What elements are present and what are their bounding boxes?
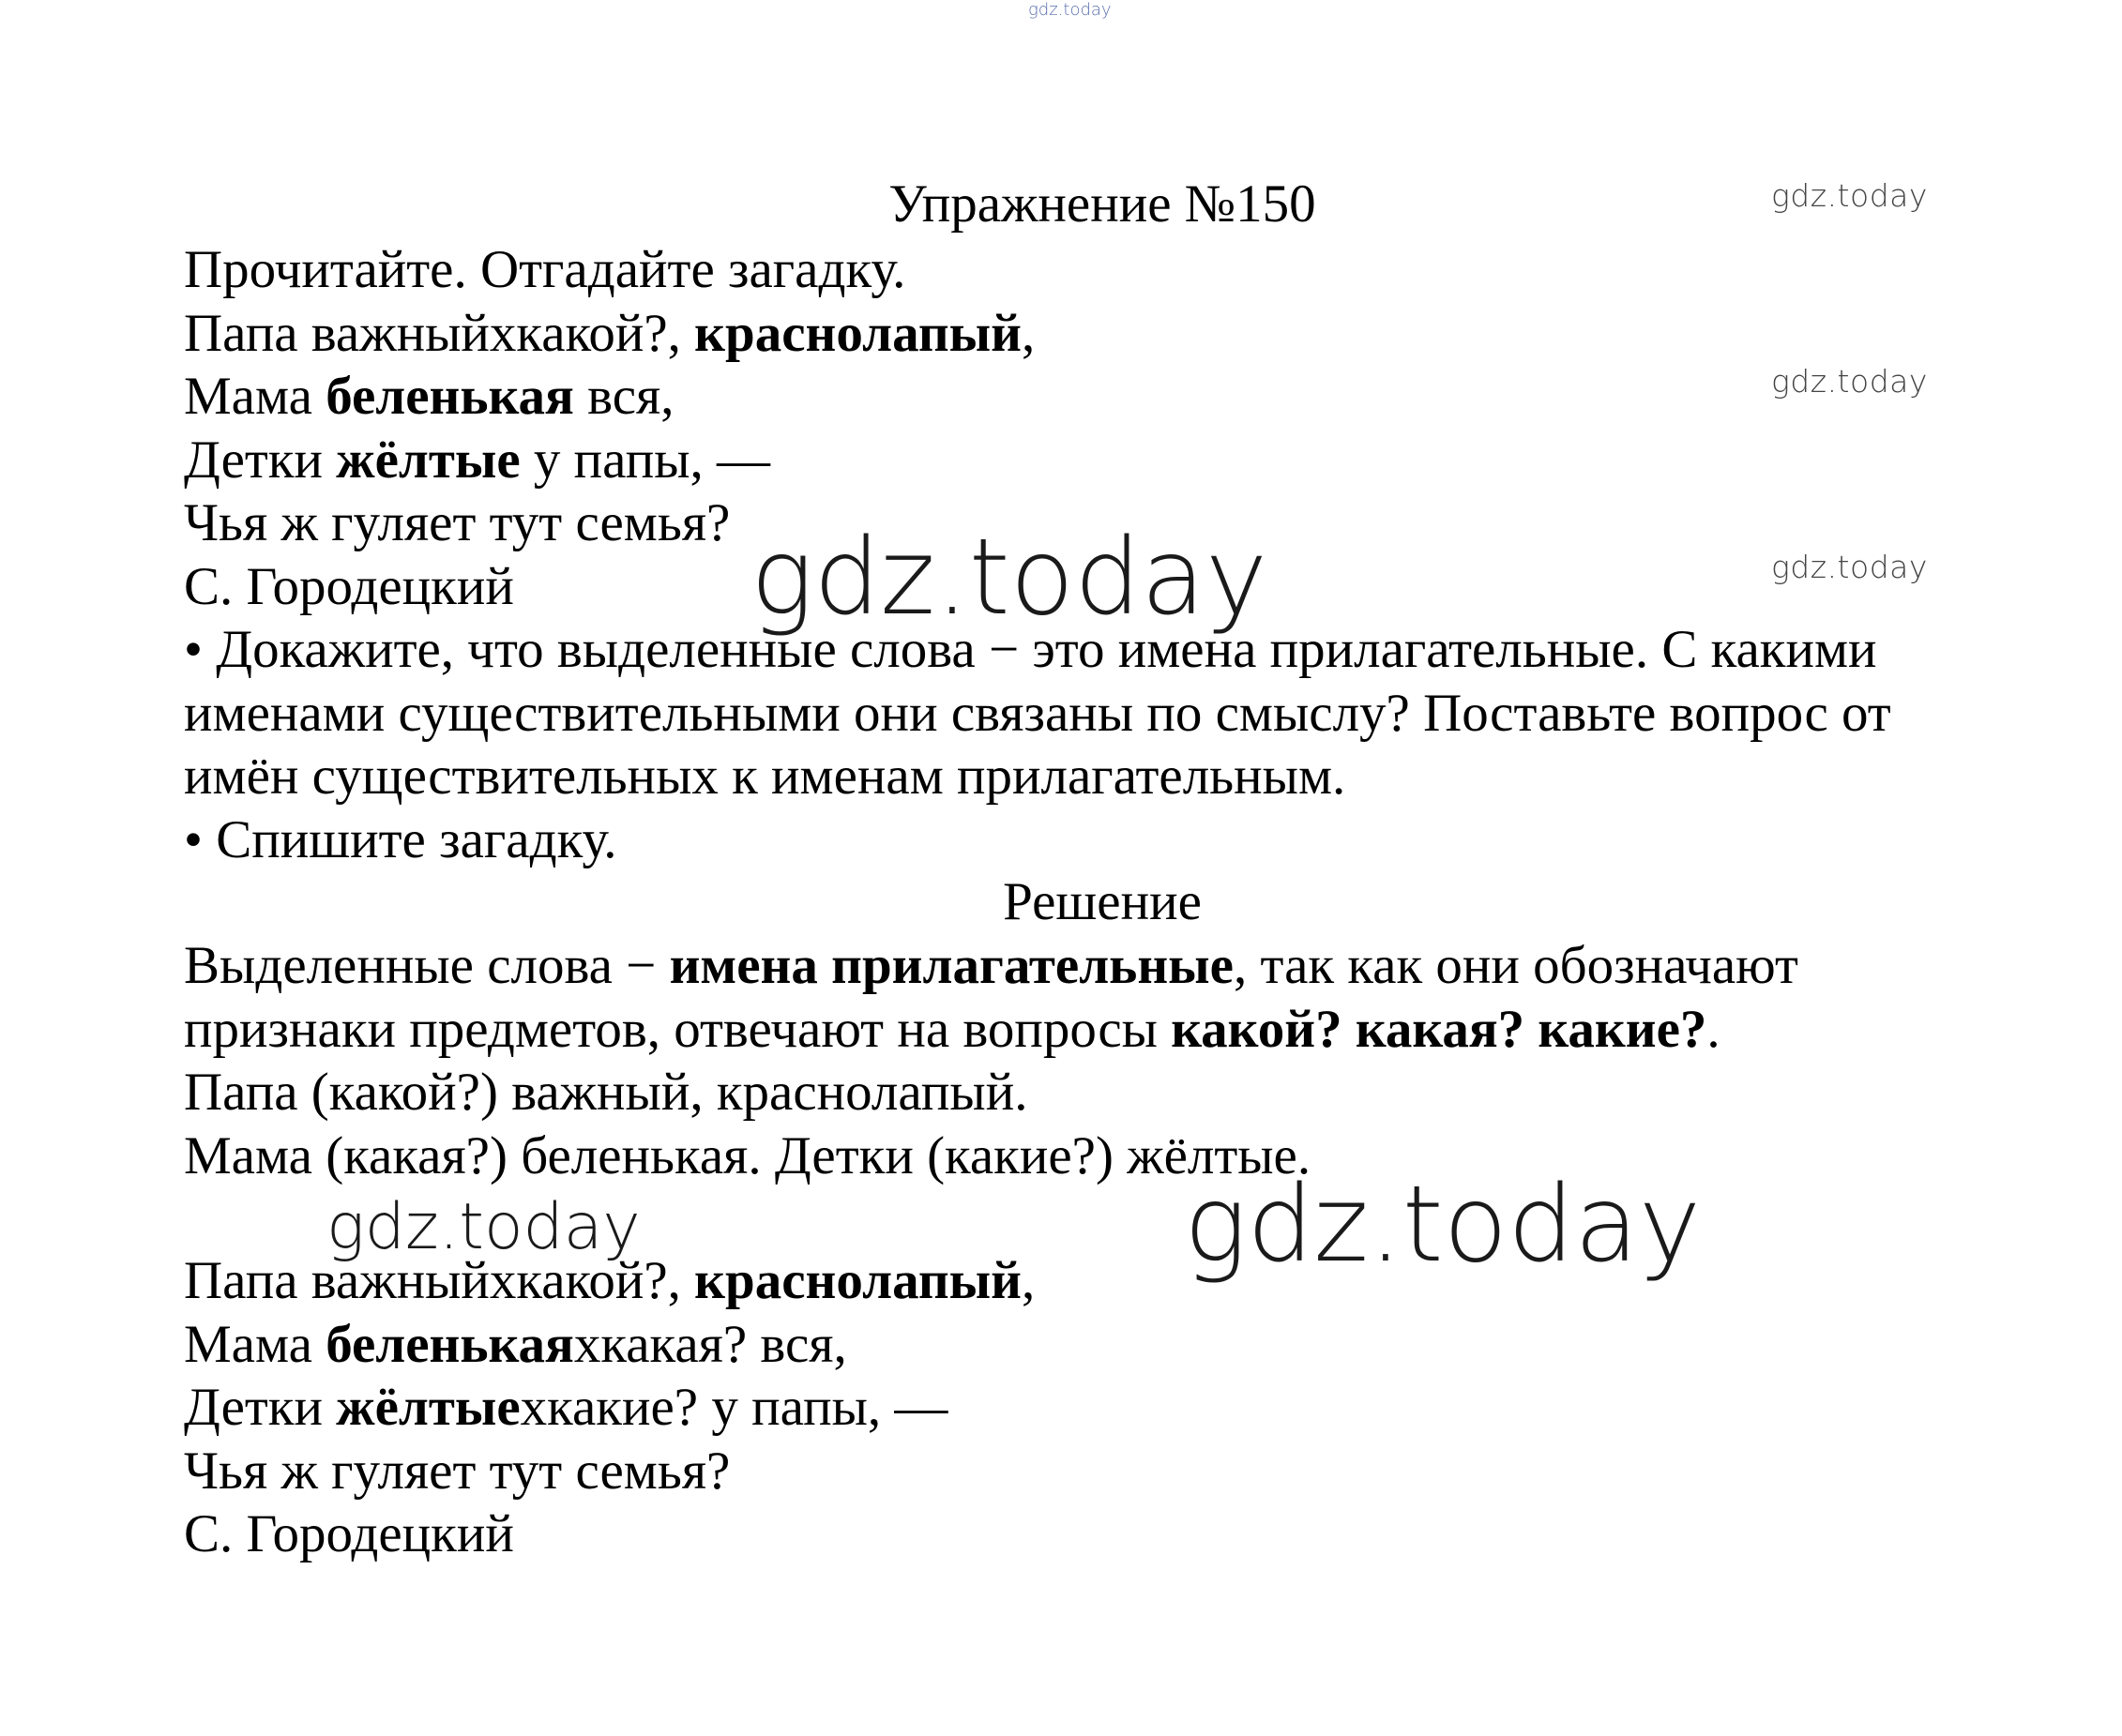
rewrite-line-2-a: Мама [184,1314,326,1374]
rewrite-word-krasnolapy: краснолапый [694,1251,1023,1310]
instruction: Прочитайте. Отгадайте загадку. [184,240,906,299]
rewrite-line-3-a: Детки [184,1378,337,1437]
watermark-side-2: gdz.today [1771,363,1928,400]
watermark-side-3: gdz.today [1771,549,1928,585]
rewrite-author: С. Городецкий [184,1504,514,1563]
riddle-line-1-c: , [1022,303,1036,363]
solution-p1-a: Выделенные слова − [184,936,670,995]
riddle-line-2-c: вся, [573,367,674,426]
riddle-line-2-a: Мама [184,367,326,426]
rewrite-line-3-c: хкакие? у папы, — [520,1378,948,1437]
rewrite-word-belenkaya: беленькая [326,1314,574,1374]
riddle-line-2 [184,365,1985,429]
solution-body [184,934,1985,1187]
riddle-line-1-a: Папа важныйхкакой?, [184,303,695,363]
solution-line-3: Мама (какая?) беленькая. Детки (какие?) жёлтые. [184,1125,1311,1185]
solution-term: имена прилагательные [669,936,1234,995]
rewrite-line-3 [184,1376,1985,1440]
watermark-big-2: gdz.today [1184,1164,1702,1286]
solution-questions: какой? какая? какие? [1171,999,1707,1059]
rewrite-line-2-c: хкакая? вся, [573,1314,847,1374]
solution-paragraph [184,934,1985,1061]
riddle-line-3 [184,429,1985,492]
watermark-side-1: gdz.today [1771,177,1928,214]
rewrite-word-zheltye: жёлтые [336,1378,521,1437]
riddle-author: С. Городецкий [184,556,514,616]
rewrite-line-2 [184,1313,1985,1377]
riddle-word-belenkaya: беленькая [326,367,574,426]
rewrite-line-1-c: , [1022,1251,1036,1310]
rewrite-line-1-a: Папа важныйхкакой?, [184,1251,695,1310]
riddle-line-3-a: Детки [184,430,337,490]
solution-title: Решение [1003,872,1202,931]
rewritten-riddle [184,1249,1985,1566]
riddle-word-zheltye: жёлтые [336,430,521,490]
riddle-line-1 [184,302,1985,366]
exercise-title: Упражнение №150 [888,174,1316,234]
watermark-top: gdz.today [1028,0,1112,20]
riddle-line-4: Чья ж гуляет тут семья? [184,493,731,552]
watermark-mid: gdz.today [326,1190,641,1264]
task-1: • Докажите, что выделенные слова − это имена прилагательные. С какими именами существительными они связаны по смыслу? Поставьте вопрос от имён существительных к именам прилагательным. [184,620,1891,806]
solution-p1-c: , так как они обозначают признаки предметов, отвечают на вопросы [184,936,1798,1059]
watermark-big-1: gdz.today [750,517,1268,639]
task-2: • Спишите загадку. [184,809,617,869]
solution-p1-e: . [1706,999,1720,1059]
riddle-word-krasnolapy: краснолапый [694,303,1023,363]
rewrite-line-4: Чья ж гуляет тут семья? [184,1441,731,1501]
riddle-line-3-c: у папы, — [520,430,771,490]
solution-line-2: Папа (какой?) важный, краснолапый. [184,1063,1028,1122]
